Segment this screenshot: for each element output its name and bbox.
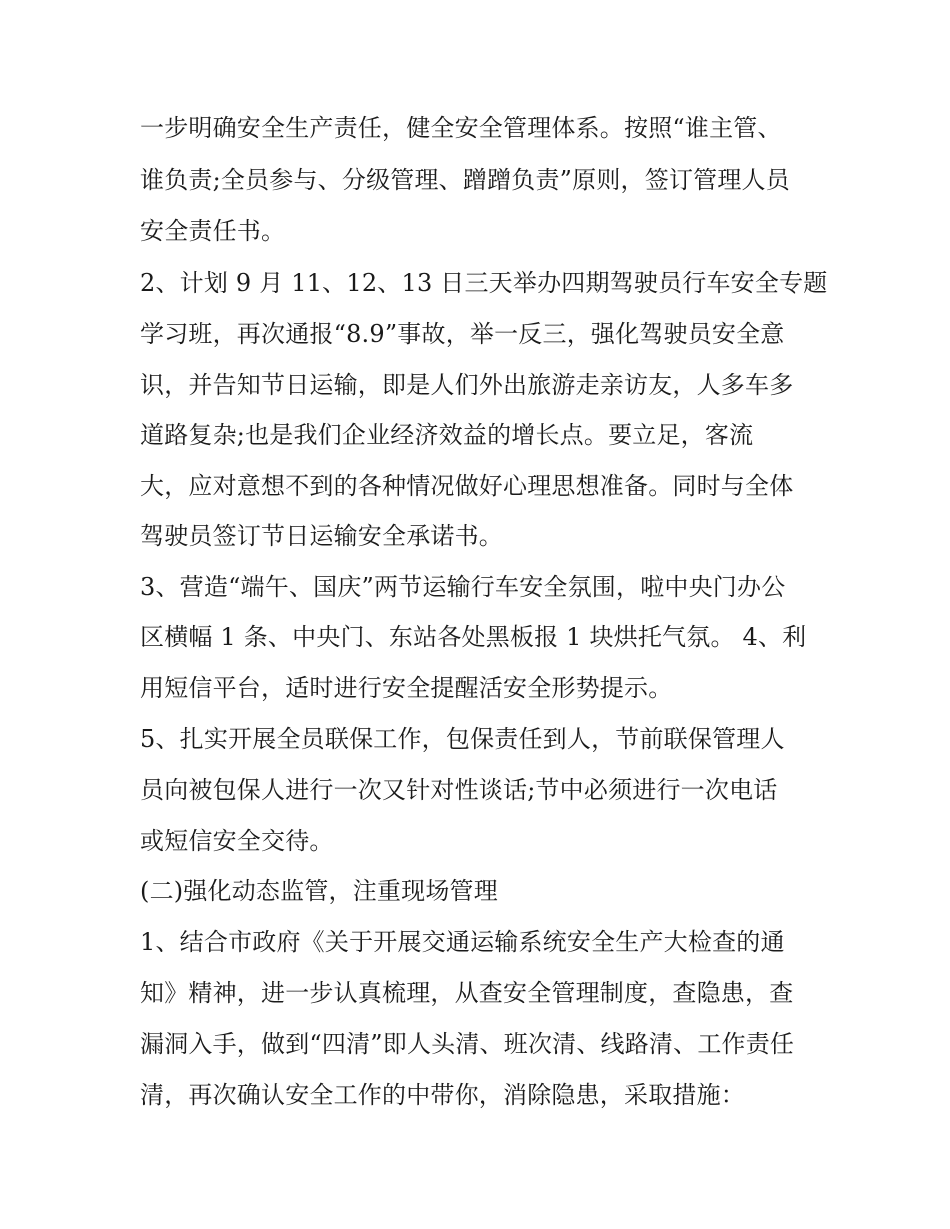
text-line: 区横幅 1 条、中央门、东站各处黑板报 1 块烘托气氛。 4、利 — [140, 623, 807, 651]
text-line: 大，应对意想不到的各种情况做好心理思想准备。同时与全体 — [140, 472, 794, 500]
text-line: 清，再次确认安全工作的中带你，消除隐患，采取措施： — [140, 1081, 745, 1109]
text-line: 员向被包保人进行一次又针对性谈话;节中必须进行一次电话 — [140, 776, 778, 804]
text-line: 2、计划 9 月 11、12、13 日三天举办四期驾驶员行车安全专题 — [140, 269, 828, 297]
text-line: 1、结合市政府《关于开展交通运输系统安全生产大检查的通 — [140, 928, 785, 956]
text-line: 学习班，再次通报“8.9”事故，举一反三，强化驾驶员安全意 — [140, 320, 785, 348]
text-line: 用短信平台，适时进行安全提醒活安全形势提示。 — [140, 674, 673, 702]
text-line: 安全责任书。 — [140, 217, 286, 245]
text-line: 漏洞入手，做到“四清”即人头清、班次清、线路清、工作责任 — [140, 1030, 795, 1058]
text-line: 一步明确安全生产责任，健全安全管理体系。按照“谁主管、 — [140, 114, 782, 142]
text-line: 道路复杂;也是我们企业经济效益的增长点。要立足，客流 — [140, 421, 754, 449]
text-line: 谁负责;全员参与、分级管理、蹭蹭负责”原则，签订管理人员 — [140, 166, 790, 194]
section-heading: (二)强化动态监管，注重现场管理 — [140, 877, 498, 905]
text-line: 驾驶员签订节日运输安全承诺书。 — [140, 522, 503, 550]
text-line: 知》精神，进一步认真梳理，从查安全管理制度，查隐患，查 — [140, 979, 794, 1007]
text-line: 识，并告知节日运输，即是人们外出旅游走亲访友，人多车多 — [140, 371, 794, 399]
text-line: 5、扎实开展全员联保工作，包保责任到人，节前联保管理人 — [140, 725, 785, 753]
text-line: 或短信安全交待。 — [140, 827, 334, 855]
text-line: 3、营造“端午、国庆”两节运输行车安全氛围，啦中央门办公 — [140, 573, 786, 601]
